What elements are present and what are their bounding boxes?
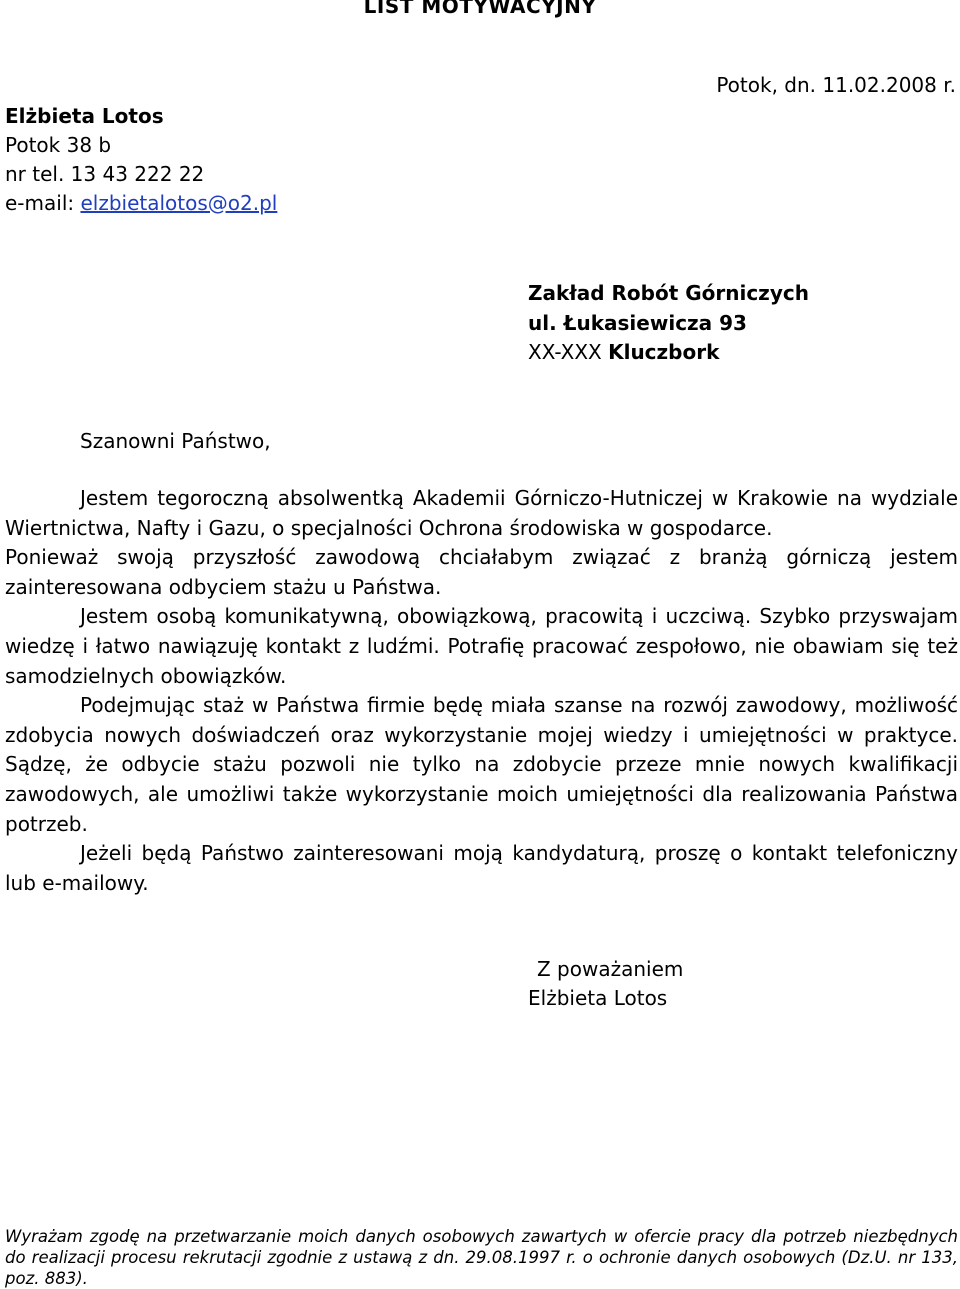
document-title: LIST MOTYWACYJNY: [363, 0, 597, 18]
recipient-city-line: [528, 338, 809, 368]
recipient-street: ul. Łukasiewicza 93: [528, 310, 747, 335]
sender-name: Elżbieta Lotos: [5, 104, 164, 128]
body-paragraph: Jestem osobą komunikatywną, obowiązkową, pracowitą i uczciwą. Szybko przyswajam wiedzę i łatwo nawiązuję kontakt z ludźmi. Potrafię pracować zespołowo, nie obawiam się też samodzielnych obowiązków.: [5, 604, 958, 688]
signature: Elżbieta Lotos: [528, 986, 668, 1010]
sender-block: [5, 102, 277, 218]
body-paragraph: Podejmując staż w Państwa firmie będę miała szanse na rozwój zawodowy, możliwość zdobycia nowych doświadczeń oraz wykorzystanie mojej wiedzy i umiejętności w praktyce. Sądzę, że odbycie stażu pozwoli nie tylko na zdobycie przeze mnie nowych kwalifikacji zawodowych, ale umożliwi także wykorzystanie moich umiejętności dla realizowania Państwa potrzeb.: [5, 693, 958, 836]
sender-email-line: [5, 189, 277, 218]
body-paragraph: Ponieważ swoją przyszłość zawodową chciałabym związać z branżą górniczą jestem zainteresowana odbyciem stażu u Państwa.: [5, 545, 958, 599]
closing: Z poważaniem: [537, 957, 684, 981]
sender-address: Potok 38 b: [5, 133, 112, 157]
recipient-city: Kluczbork: [608, 340, 720, 364]
consent-footer: Wyrażam zgodę na przetwarzanie moich danych osobowych zawartych w ofercie pracy dla potrzeb niezbędnych do realizacji procesu rekrutacji zgodnie z ustawą z dn. 29.08.1997 r. o ochronie danych osobowych (Dz.U. nr 133, poz. 883).: [5, 1227, 958, 1288]
body-paragraph: Jestem tegoroczną absolwentką Akademii Górniczo-Hutniczej w Krakowie na wydziale Wiertnictwa, Nafty i Gazu, o specjalności Ochrona środowiska w gospodarce.: [5, 486, 958, 540]
salutation: Szanowni Państwo,: [80, 429, 271, 453]
sender-email-label: e-mail:: [5, 191, 81, 215]
recipient-company: Zakład Robót Górniczych: [528, 281, 809, 305]
sender-phone: nr tel. 13 43 222 22: [5, 162, 205, 186]
body-paragraph: Jeżeli będą Państwo zainteresowani moją kandydaturą, proszę o kontakt telefoniczny lub e-mailowy.: [5, 841, 958, 895]
letter-date: Potok, dn. 11.02.2008 r.: [716, 73, 956, 97]
letter-body: [5, 484, 958, 898]
sender-email-link[interactable]: elzbietalotos@o2.pl: [80, 191, 278, 215]
recipient-block: [528, 279, 809, 368]
recipient-postal-code: XX-XXX: [528, 340, 602, 364]
